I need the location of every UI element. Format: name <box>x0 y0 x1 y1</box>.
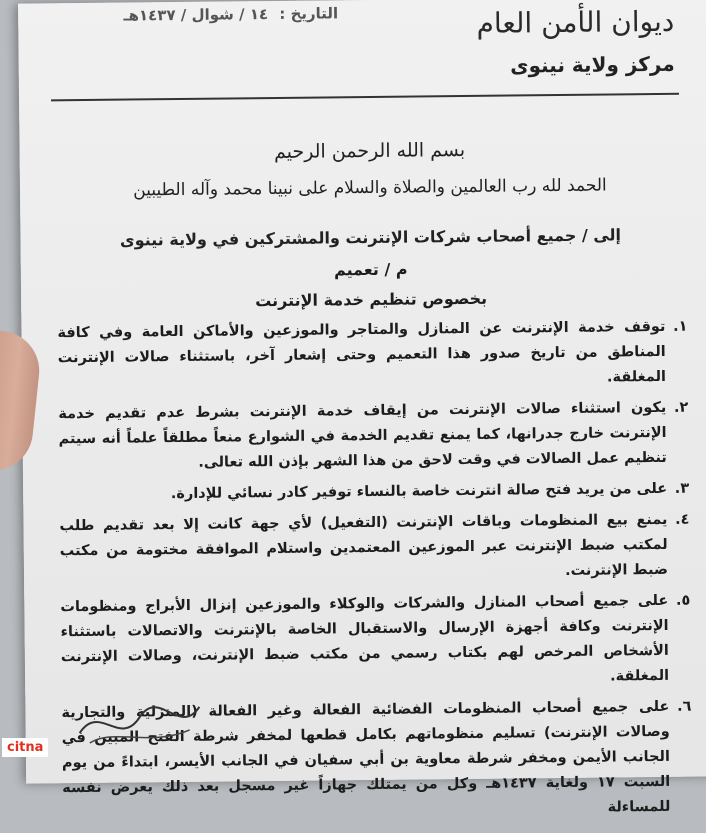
directive-item <box>58 396 689 478</box>
item-text: يمنع بيع المنظومات وباقات الإنترنت (التفعيل) لأي جهة كانت إلا بعد تقديم طلب لمكتب ضبط الإنترنت عبر الموزعين المعتمدين واستلام الموافقة مختومة من مكتب ضبط الإنترنت. <box>59 511 669 579</box>
date-block <box>68 4 338 25</box>
item-text: يكون استثناء صالات الإنترنت من إيقاف خدمة الإنترنت بشرط عدم تقديم خدمة الإنترنت خارج جدرانها، كما يمنع تقديم الخدمة في الشوارع منعاً مطلقاً علماً أنه سيتم تنظيم عمل الصالات في وقت لاحق من هذا الشهر بإذن الله تعالى. <box>58 399 667 471</box>
item-text: على جميع أصحاب المنازل والشركات والوكلاء والموزعين إنزال الأبراج ومنظومات الإنترنت وكافة أجهزة الإرسال والاستقبال الخاصة بالإنترنت والاتصالات باستثناء الأشخاص المرخص لهم بكتاب رسمي من مكتب ضبط الإنترنت، وصالات الإنترنت المغلقة. <box>60 592 670 685</box>
praise-line: الحمد لله رب العالمين والصلاة والسلام على نبينا محمد وآله الطيبين <box>133 175 607 201</box>
header-divider <box>51 93 679 102</box>
letter-page <box>18 0 706 816</box>
item-number: ١. <box>672 318 688 335</box>
basmala: بسم الله الرحمن الرحيم <box>273 138 466 163</box>
item-text: على من يريد فتح صالة انترنت خاصة بالنساء توفير كادر نسائي للإدارة. <box>170 480 668 503</box>
subject: م / تعميم <box>333 259 408 280</box>
item-number: ٤. <box>675 511 690 528</box>
directive-item <box>57 315 688 397</box>
item-number: ٦. <box>676 698 692 715</box>
item-number: ٣. <box>674 480 690 497</box>
directive-item <box>59 477 689 509</box>
item-text: توقف خدمة الإنترنت عن المنازل والمتاجر والموزعين والأماكن العامة وفي كافة المناطق من تاريخ صدور هذا التعميم وحتى إشعار آخر، باستثناء صالات الإنترنت المغلقة. <box>57 318 667 386</box>
letterhead <box>394 5 675 79</box>
regarding: بخصوص تنظيم خدمة الإنترنت <box>255 288 488 311</box>
document-sheet <box>18 0 706 816</box>
signature-scribble <box>69 692 210 753</box>
directive-list <box>57 315 692 833</box>
watermark-logo: citna <box>2 738 48 757</box>
directive-item <box>59 508 690 590</box>
center-name: مركز ولاية نينوى <box>510 51 675 78</box>
addressee: إلى / جميع أصحاب شركات الإنترنت والمشتركين في ولاية نينوى <box>119 225 622 250</box>
item-number: ٢. <box>673 399 689 416</box>
directive-item <box>60 589 691 696</box>
date-label: التاريخ : <box>279 4 339 23</box>
issuer-title: ديوان الأمن العام <box>476 4 675 40</box>
overflow-line: ١٤٣٧هـ وكل من يمتلك جهازاً غير مسجل بعد ذلك يعرض نفسه للمساءلة <box>62 775 671 816</box>
item-text: على جميع أصحاب المنظومات الفضائية الفعالة وغير الفعالة (المنزلية والتجارية وصالات الإنترنت) تسليم منظوماتهم بكامل قطعها لمخفر شرطة الفتح المبين في الجانب الأيمن ومخفر شرطة معاوية بن أبي سفيان في الجانب الأيسر، ابتداءً من يوم السبت ١٧ ولغاية <box>61 698 671 792</box>
item-number: ٥. <box>675 592 691 609</box>
date-value: ١٤ / شوال / ١٤٣٧هـ <box>123 5 269 25</box>
